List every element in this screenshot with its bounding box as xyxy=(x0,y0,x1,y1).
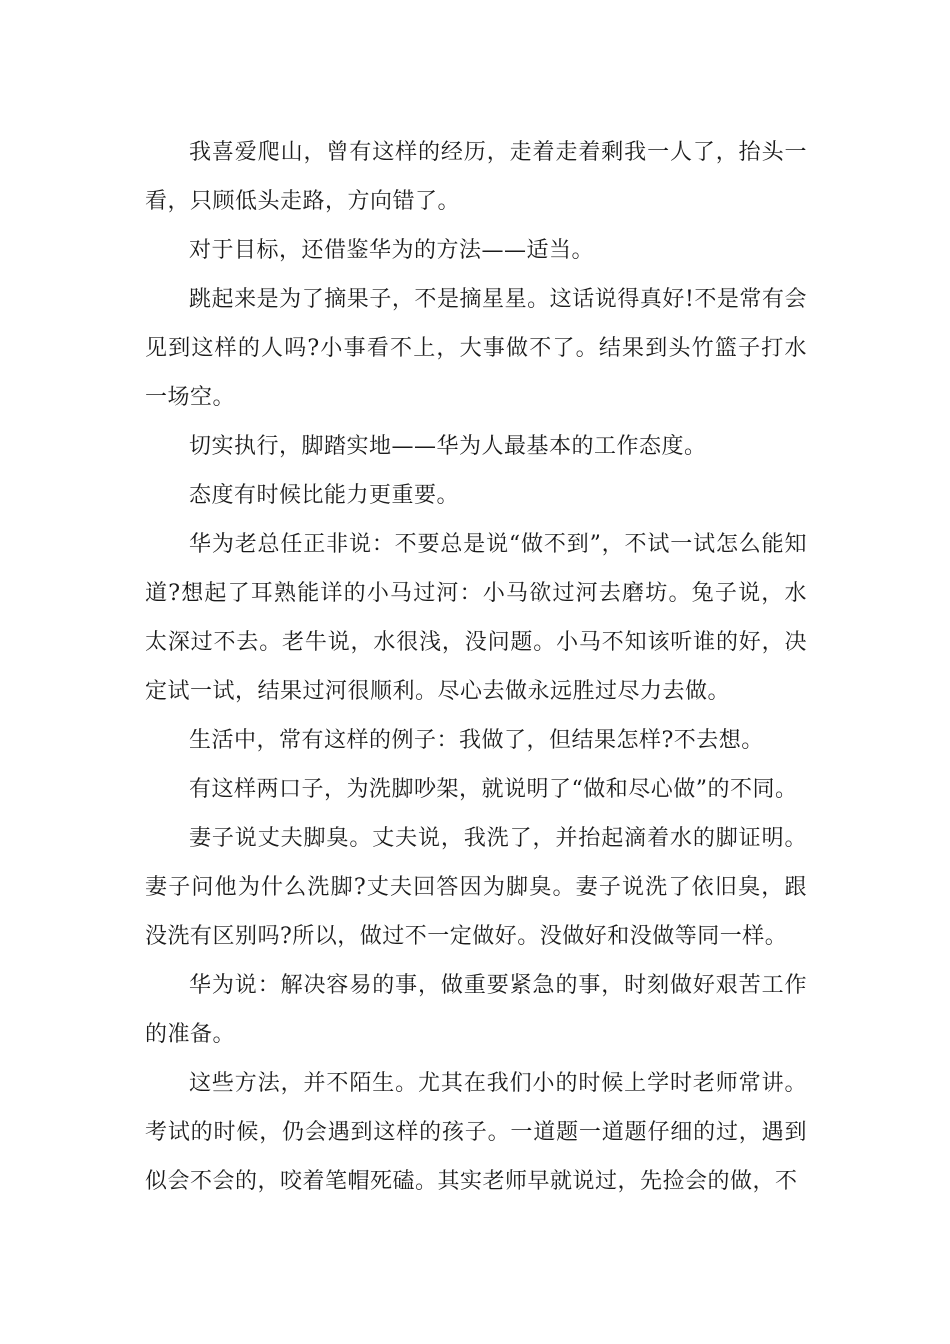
paragraph-5: 态度有时候比能力更重要。 xyxy=(189,483,460,508)
paragraph-9: 妻子说丈夫脚臭。丈夫说，我洗了，并抬起滴着水的脚证明。妻子问他为什么洗脚?丈夫回答因为脚臭。妻子说洗了依旧臭，跟没洗有区别吗?所以，做过不一定做好。没做好和没做等同一样。 xyxy=(145,826,807,949)
paragraph-6: 华为老总任正非说：不要总是说“做不到”，不试一试怎么能知道?想起了耳熟能详的小马过河：小马欲过河去磨坊。兔子说，水太深过不去。老牛说，水很浅，没问题。小马不知该听谁的好，决定试一试，结果过河很顺利。尽心去做永远胜过尽力去做。 xyxy=(145,532,807,704)
paragraph-4: 切实执行，脚踏实地——华为人最基本的工作态度。 xyxy=(189,434,707,459)
document-body xyxy=(145,128,807,1206)
paragraph-7: 生活中，常有这样的例子：我做了，但结果怎样?不去想。 xyxy=(189,728,764,753)
paragraph-10: 华为说：解决容易的事，做重要紧急的事，时刻做好艰苦工作的准备。 xyxy=(145,973,807,1047)
paragraph-11: 这些方法，并不陌生。尤其在我们小的时候上学时老师常讲。考试的时候，仍会遇到这样的孩子。一道题一道题仔细的过，遇到似会不会的，咬着笔帽死磕。其实老师早就说过，先捡会的做，不 xyxy=(145,1071,807,1194)
paragraph-1: 我喜爱爬山，曾有这样的经历，走着走着剩我一人了，抬头一看，只顾低头走路，方向错了。 xyxy=(145,140,807,214)
paragraph-3: 跳起来是为了摘果子，不是摘星星。这话说得真好!不是常有会见到这样的人吗?小事看不上，大事做不了。结果到头竹篮子打水一场空。 xyxy=(145,287,807,410)
paragraph-8: 有这样两口子，为洗脚吵架，就说明了“做和尽心做”的不同。 xyxy=(189,777,798,802)
paragraph-2: 对于目标，还借鉴华为的方法——适当。 xyxy=(189,238,595,263)
